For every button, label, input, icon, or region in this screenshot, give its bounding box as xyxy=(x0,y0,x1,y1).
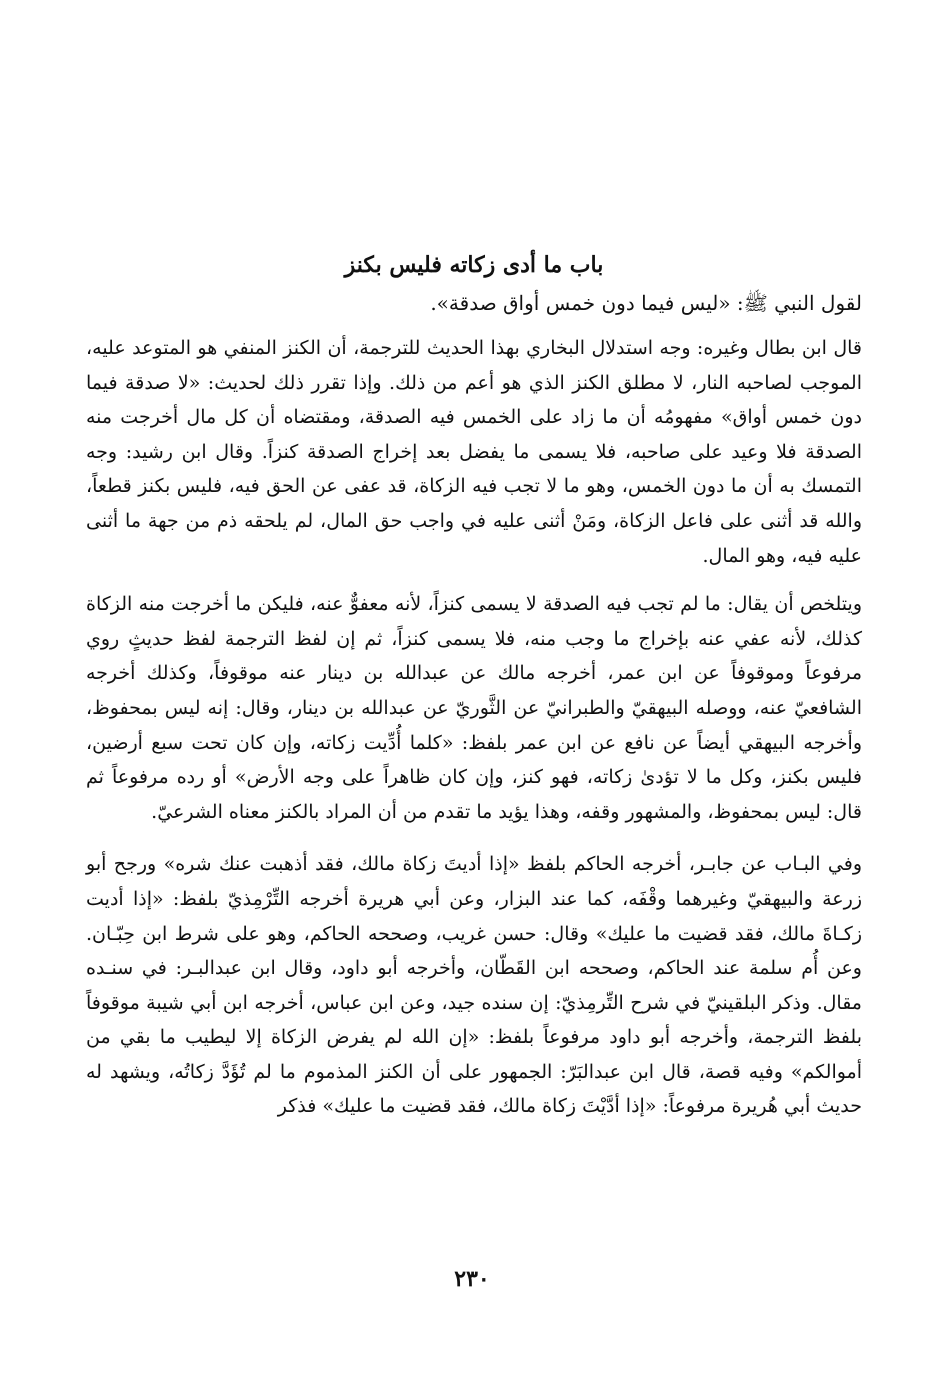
page-number: ٢٣٠ xyxy=(454,1266,490,1292)
chapter-title: باب ما أدى زكاته فليس بكنز xyxy=(344,252,604,278)
paragraph-hadith-chain: وفي البـاب عن جابـر، أخرجه الحاكم بلفظ «إذا أديتَ زكاة مالك، فقد أذهبت عنك شره» ورجح أبو زرعة والبيهقيّ وغيرهما وقْفَه، كما عند البزار، وعن أبي هريرة أخرجه التِّرْمِذيّ بلفظ: «إذا أديت زكـاةَ مالك، فقد قضيت ما عليك» وقال: حسن غريب، وصححه الحاكم، وهو على شرط ابن حِبّـان. وعن أُم سلمة عند الحاكم، وصححه ابن القَطّان، وأخرجه أبو داود، وقال ابن عبدالبـر: في سنـده مقال. وذكر البلقينيّ في شرح التِّرمِذيّ: إن سنده جيد، وعن ابن عباس، أخرجه ابن أبي شيبة موقوفاً بلفظ الترجمة، وأخرجه أبو داود مرفوعاً بلفظ: «إن الله لم يفرض الزكاة إلا ليطيب ما بقي من أموالكم» وفيه قصة، قال ابن عبدالبَرّ: الجمهور على أن الكنز المذموم ما لم تُؤَدَّ زكاتُه، ويشهد له حديث أبي هُريرة مرفوعاً: «إذا أدَّيْتَ زكاة مالك، فقد قضيت ما عليك» فذكر xyxy=(86,853,862,1118)
paragraph-summary: ويتلخص أن يقال: ما لم تجب فيه الصدقة لا يسمى كنزاً، لأنه معفوٌّ عنه، فليكن ما أخرجت منه الزكاة كذلك، لأنه عفي عنه بإخراج ما وجب منه، فلا يسمى كنزاً، ثم إن لفظ الترجمة لفظ حديثٍ روي مرفوعاً وموقوفاً عن ابن عمر، أخرجه مالك عن عبدالله بن دينار عنه موقوفاً، وكذلك أخرجه الشافعيّ عنه، ووصله البيهقيّ والطبرانيّ عن الثَّوريّ عن عبدالله بن دينار، وقال: إنه ليس بمحفوظ، وأخرجه البيهقي أيضاً عن نافع عن ابن عمر بلفظ: «كلما أُدِّيت زكاته، وإن كان تحت سبع أرضين، فليس بكنز، وكل ما لا تؤدىٰ زكاته، فهو كنز، وإن كان ظاهراً على وجه الأرض» أو رده مرفوعاً ثم قال: ليس بمحفوظ، والمشهور وقفه، وهذا يؤيد ما تقدم من أن المراد بالكنز معناه الشرعيّ. xyxy=(86,593,862,823)
page-content xyxy=(86,245,862,1138)
prophet-quote: لقول النبي ﷺ: «ليس فيما دون خمس أواق صدقة». xyxy=(430,291,862,315)
paragraph-ibn-battal: قال ابن بطال وغيره: وجه استدلال البخاري بهذا الحديث للترجمة، أن الكنز المنفي هو المتوعد عليه، الموجب لصاحبه النار، لا مطلق الكنز الذي هو أعم من ذلك. وإذا تقرر ذلك لحديث: «لا صدقة فيما دون خمس أواق» مفهومُه أن ما زاد على الخمس فيه الصدقة، ومقتضاه أن كل مال أخرجت منه الصدقة فلا وعيد على صاحبه، فلا يسمى ما يفضل بعد إخراج الصدقة كنزاً. وقال ابن رشيد: وجه التمسك به أن ما دون الخمس، وهو ما لا تجب فيه الزكاة، قد عفى عن الحق فيه، فليس بكنز قطعاً، والله قد أثنى على فاعل الزكاة، ومَنْ أثنى عليه في واجب حق المال، لم يلحقه ذم من جهة ما أثنى عليه فيه، وهو المال. xyxy=(86,337,862,567)
